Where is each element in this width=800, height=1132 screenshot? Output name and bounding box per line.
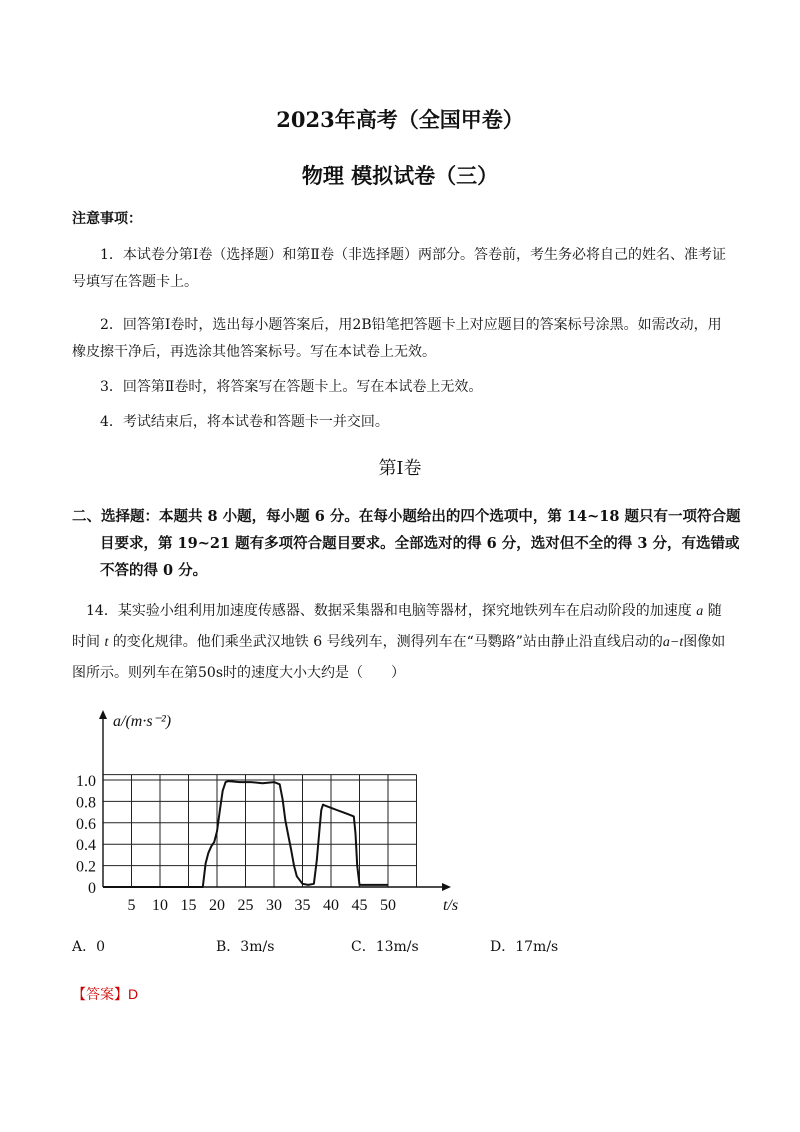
y-axis-label: a/(m·s⁻²) (113, 713, 172, 730)
y-tick-label: 0.4 (76, 837, 96, 855)
option-d[interactable] (490, 936, 558, 956)
x-axis-arrow (442, 883, 451, 891)
option-b-letter: B． (216, 939, 241, 955)
option-d-value: 17m/s (515, 939, 559, 955)
answer-value: D (128, 986, 139, 1002)
question-var-a: a (696, 604, 704, 619)
option-b[interactable] (216, 936, 274, 956)
y-tick-label: 0.2 (76, 858, 96, 876)
y-axis-arrow (99, 710, 107, 719)
x-tick-label: 40 (323, 897, 339, 914)
question-14 (72, 596, 734, 688)
origin-label: 0 (88, 880, 96, 897)
option-a[interactable] (72, 936, 105, 956)
question-text-1: 14．某实验小组利用加速度传感器、数据采集器和电脑等器材，探究地铁列车在启动阶段的加速度 (86, 603, 697, 619)
x-tick-label: 35 (294, 897, 311, 914)
notice-item-1: 1．本试卷分第Ⅰ卷（选择题）和第Ⅱ卷（非选择题）两部分。答卷前，考生务必将自己的姓名、准考证号填写在答题卡上。 (72, 247, 726, 290)
option-b-value: 3m/s (240, 939, 275, 955)
x-tick-label: 25 (237, 897, 254, 914)
notice-item-4: 4．考试结束后，将本试卷和答题卡一并交回。 (100, 414, 389, 430)
notice-item-3: 3．回答第Ⅱ卷时，将答案写在答题卡上。写在本试卷上无效。 (100, 379, 483, 395)
question-var-t: t (104, 635, 109, 650)
section-instructions: 二、选择题：本题共 8 小题，每小题 6 分。在每小题给出的四个选项中，第 14~18 题只有一项符合题目要求，第 19~21 题有多项符合题目要求。全部选对的得 6 分，选对但不全的得 3 分，有选错或不答的得 0 分。 (72, 508, 741, 579)
question-text-3: 的变化规律。他们乘坐武汉地铁 6 号线列车，测得列车在“马鹦路”站由静止沿直线启动的 (108, 634, 663, 650)
option-a-letter: A． (72, 939, 97, 955)
x-axis-label: t/s (443, 897, 459, 914)
volume-label: 第Ⅰ卷 (378, 458, 422, 479)
option-d-letter: D． (490, 939, 516, 955)
acceleration-time-chart (72, 706, 472, 916)
x-tick-label: 20 (209, 897, 225, 914)
x-tick-label: 45 (351, 897, 368, 914)
y-tick-label: 0.8 (76, 794, 96, 812)
x-tick-label: 50 (380, 897, 396, 914)
option-c-value: 13m/s (375, 939, 419, 955)
y-tick-label: 1.0 (76, 773, 96, 790)
x-tick-label: 5 (127, 897, 136, 914)
x-tick-label: 30 (266, 897, 282, 914)
notice-heading: 注意事项： (72, 211, 142, 227)
option-c-letter: C． (351, 939, 376, 955)
x-tick-label: 10 (152, 897, 168, 914)
option-c[interactable] (351, 936, 419, 956)
question-text-2: 随时间 (72, 603, 722, 650)
question-text-4: 图像如图所示。则列车在第50s时的速度大小大约是（ ） (72, 634, 726, 681)
answer-label: 【答案】 (72, 986, 128, 1002)
option-a-value: 0 (96, 939, 106, 955)
exam-title: 2023年高考（全国甲卷） (276, 107, 524, 132)
y-tick-label: 0.6 (76, 815, 96, 833)
answer-line (72, 984, 138, 1004)
question-graph-name: a−t (662, 635, 684, 650)
exam-subtitle: 物理 模拟试卷（三） (301, 163, 499, 188)
notice-item-2: 2．回答第Ⅰ卷时，选出每小题答案后，用2B铅笔把答题卡上对应题目的答案标号涂黑。如需改动，用橡皮擦干净后，再选涂其他答案标号。写在本试卷上无效。 (72, 317, 722, 360)
x-tick-label: 15 (180, 897, 197, 914)
